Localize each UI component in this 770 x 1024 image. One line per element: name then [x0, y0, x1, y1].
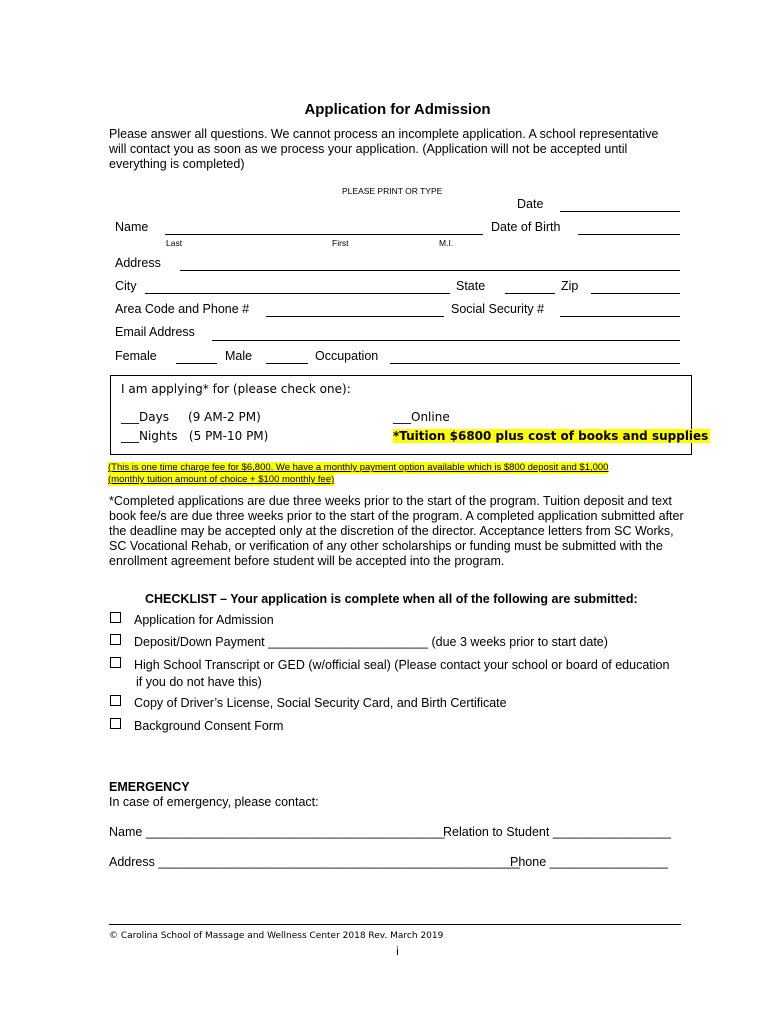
name-field[interactable]: [165, 234, 483, 235]
city-field[interactable]: [145, 293, 450, 294]
address-label: Address: [115, 256, 161, 270]
zip-label: Zip: [561, 279, 579, 293]
male-label: Male: [225, 349, 253, 363]
email-label: Email Address: [115, 325, 195, 339]
date-label: Date: [517, 197, 544, 211]
checkbox-deposit[interactable]: [110, 634, 121, 645]
ssn-label: Social Security #: [451, 302, 545, 316]
checkbox-background[interactable]: [110, 718, 121, 729]
city-label: City: [115, 279, 137, 293]
print-note: PLEASE PRINT OR TYPE: [342, 186, 443, 196]
checklist-item-deposit: Deposit/Down Payment _______________________ (due 3 weeks prior to start date): [134, 635, 608, 649]
female-field[interactable]: [176, 363, 217, 364]
occupation-field[interactable]: [390, 363, 680, 364]
checklist-item-background: Background Consent Form: [134, 719, 284, 733]
emergency-address-field[interactable]: Address ____________________________________________________: [109, 855, 520, 869]
payment-note-line1: (This is one time charge fee for $6,800. We have a monthly payment option available which is $800 deposit and $1,000: [108, 462, 609, 473]
checkbox-application[interactable]: [110, 612, 121, 623]
ssn-field[interactable]: [560, 316, 680, 317]
first-sublabel: First: [332, 238, 349, 248]
emergency-name-field[interactable]: Name ___________________________________________: [109, 825, 445, 839]
date-field[interactable]: [560, 211, 680, 212]
checkbox-transcript[interactable]: [110, 657, 121, 668]
name-label: Name: [115, 220, 149, 234]
emergency-heading: EMERGENCY: [109, 780, 190, 794]
emergency-subheading: In case of emergency, please contact:: [109, 795, 319, 809]
dob-label: Date of Birth: [491, 220, 561, 234]
deadline-paragraph: *Completed applications are due three weeks prior to the start of the program. Tuition deposit and text book fee/s are due three weeks prior to the start of the program. A completed application submitted after the deadline may be accepted only at the discretion of the director. Acceptance letters from SC Works, SC Vocational Rehab, or verification of any other scholarships or funding must be submitted with the enrollment agreement before student will be accepted into the program.: [109, 494, 684, 568]
payment-note-line2: (monthly tuition amount of choice + $100 monthly fee): [108, 474, 335, 485]
page-title: Application for Admission: [304, 101, 491, 118]
footer-rule: [109, 924, 681, 925]
emergency-relation-field[interactable]: Relation to Student _________________: [443, 825, 671, 839]
page-number: i: [396, 944, 399, 958]
checklist-heading: CHECKLIST – Your application is complete when all of the following are submitted:: [145, 592, 638, 606]
mi-sublabel: M.I.: [439, 238, 454, 248]
address-field[interactable]: [180, 270, 680, 271]
intro-text: Please answer all questions. We cannot process an incomplete application. A school representative will contact you as soon as we process your application. (Application will not be accepted until everything is completed): [109, 127, 659, 171]
emergency-phone-field[interactable]: Phone _________________: [510, 855, 668, 869]
checklist-item-transcript: High School Transcript or GED (w/official seal) (Please contact your school or board of education: [134, 658, 670, 672]
occupation-label: Occupation: [315, 349, 379, 363]
checklist-item-license: Copy of Driver’s License, Social Security Card, and Birth Certificate: [134, 696, 507, 710]
state-label: State: [456, 279, 486, 293]
checkbox-license[interactable]: [110, 695, 121, 706]
option-nights[interactable]: ___Nights (5 PM-10 PM): [121, 429, 269, 443]
zip-field[interactable]: [591, 293, 680, 294]
email-field[interactable]: [212, 340, 680, 341]
option-online[interactable]: ___Online: [393, 410, 450, 424]
option-days[interactable]: ___Days (9 AM-2 PM): [121, 410, 261, 424]
state-field[interactable]: [505, 293, 555, 294]
applying-heading: I am applying* for (please check one):: [121, 382, 351, 396]
male-field[interactable]: [266, 363, 308, 364]
dob-field[interactable]: [578, 234, 680, 235]
female-label: Female: [115, 349, 157, 363]
tuition-note: *Tuition $6800 plus cost of books and supplies: [393, 429, 709, 443]
last-sublabel: Last: [166, 238, 183, 248]
checklist-item-application: Application for Admission: [134, 613, 274, 627]
checklist-item-transcript-cont: if you do not have this): [136, 675, 262, 689]
phone-label: Area Code and Phone #: [115, 302, 250, 316]
phone-field[interactable]: [266, 316, 444, 317]
footer-copyright: © Carolina School of Massage and Wellness Center 2018 Rev. March 2019: [109, 931, 444, 941]
